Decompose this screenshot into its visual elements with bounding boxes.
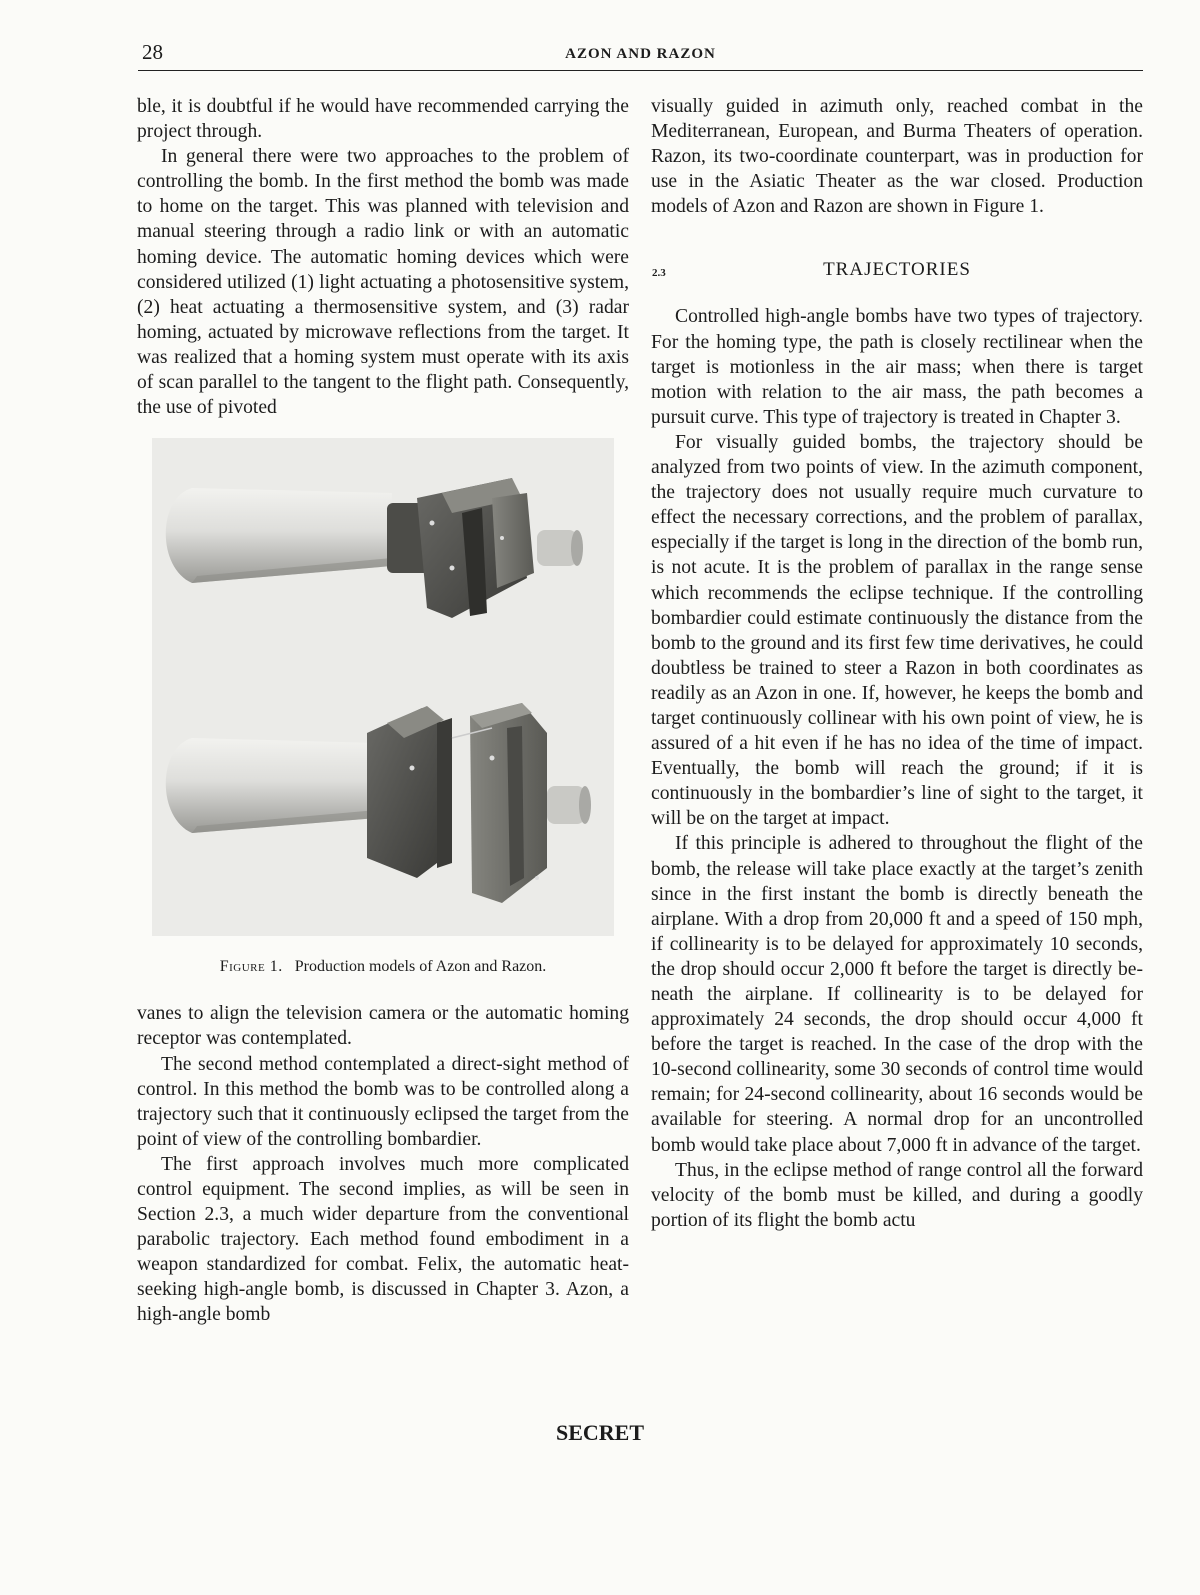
figure-1 [137,438,629,979]
paragraph: The first approach involves much more complicated control equipment. The second implies, as will be seen in Section 2.3, a much wider departure from the conventional parabolic trajectory. Each method found embodiment in a weapon standardized for combat. Felix, the automatic heat-seeking high-angle bomb, is discussed in Chapter 3. Azon, a high-angle bomb [137,1153,629,1326]
bomb-photograph [152,438,614,936]
paragraph: For visually guided bombs, the trajectory should be analyzed from two points of view. In the azimuth component, the trajectory does not usually require much curvature to effect the necessary corrections, and the problem of parallax, especially if the target is long in the direction of the bomb run, is not acute. It is the problem of parallax in the range sense which recommends the eclipse technique. If the controlling bombardier could estimate continuously the distance from the bomb to the ground and its first few time derivatives, he could doubtless be trained to steer a Razon in both coordinates as readily as an Azon in one. If, however, he keeps the bomb and target continuously collinear with his own point of view, he is assured of a hit even if he has no idea of the time of impact. Eventually, the bomb will reach the ground; if it is continuously in the bombardier’s line of sight to the target, it will be on the target at impact. [651,431,1143,830]
page-header [138,40,1143,71]
paragraph: ble, it is doubtful if he would have recommended carrying the project through. [137,96,629,143]
figure-caption [137,954,629,979]
page-number: 28 [142,40,163,64]
paragraph: In general there were two approaches to the problem of controlling the bomb. In the first method the bomb was made to home on the target. This was planned with television and manual steering through a radio link or with an automatic homing device. The automatic homing devices which were considered utilized (1) light actuating a photosensitive system, (2) heat actuating a thermosensitive system, and (3) radar homing, actuated by microwave reflections from the target. It was realized that a homing system must operate with its axis of scan parallel to the tangent to the flight path. Consequently, the use of pivoted [137,146,629,419]
right-column [651,94,1143,1233]
paragraph: visually guided in azimuth only, reached combat in the Mediterranean, European, and Burma Theaters of operation. Razon, its two-coordinate counterpart, was in production for use in the Asiatic Theater as the war closed. Production models of Azon and Razon are shown in Figure 1. [651,96,1143,218]
left-column [137,94,629,1328]
section-number: 2.3 [652,267,666,280]
section-heading [651,257,1143,295]
paragraph: Controlled high-angle bombs have two types of trajectory. For the homing type, the path is closely rectilinear when the target is motionless in the air mass; when there is target motion with relation to the air mass, the path becomes a pursuit curve. This type of trajectory is treated in Chapter 3. [651,306,1143,428]
paragraph: The second method contemplated a direct-sight method of control. In this method the bomb was to be controlled along a trajectory such that it continuously eclipsed the target from the point of view of the controlling bombardier. [137,1053,629,1150]
figure-label: Figure 1. [219,958,283,976]
security-classification: SECRET [555,1420,645,1445]
paragraph: vanes to align the television camera or the automatic homing receptor was contemplated. [137,1003,629,1050]
bomb-models-illustration [152,438,614,936]
running-head: AZON AND RAZON [565,46,716,62]
paragraph: Thus, in the eclipse method of range control all the forward velocity of the bomb must be killed, and during a goodly portion of its flight the bomb actu [651,1159,1143,1231]
paragraph: If this principle is adhered to throughout the flight of the bomb, the release will take place exactly at the target’s zenith since in the first instant the bomb is directly beneath the airplane. With a drop from 20,000 ft and a speed of 150 mph, if collinearity is to be delayed for approximately 10 seconds, the drop should occur 2,000 ft before the target is directly beneath the airplane. If collinearity is to be delayed for approximately 24 seconds, the drop should occur 4,000 ft before the target is reached. In the case of the drop with the 10-second collinearity, some 30 seconds of control time would remain; for 24-second collinearity, about 16 seconds would be available for steering. A normal drop for an uncontrolled bomb would take place about 7,000 ft in advance of the target. [651,833,1143,1156]
figure-caption-text: Production models of Azon and Razon. [294,958,547,976]
section-title: TRAJECTORIES [823,259,971,281]
